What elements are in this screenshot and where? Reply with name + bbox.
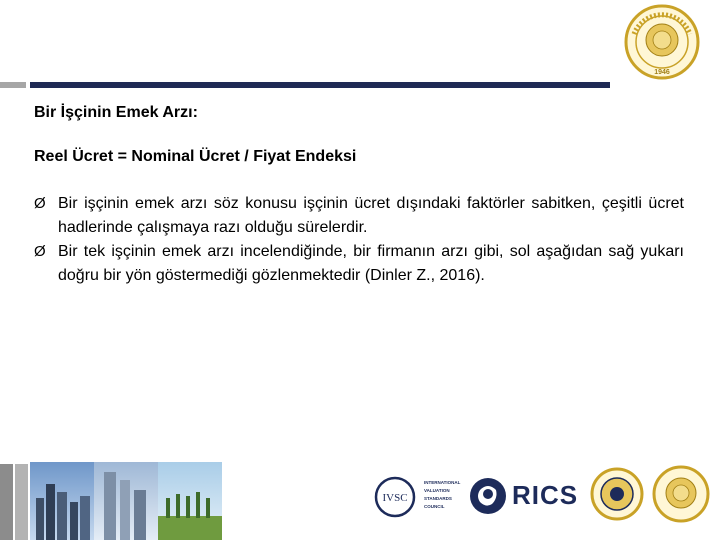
bullet-arrow-icon: Ø	[34, 243, 46, 260]
accent-bar-navy	[30, 82, 610, 88]
slide-content	[34, 104, 684, 288]
ivsc-abbr: IVSC	[382, 492, 408, 504]
rics-lion-icon	[468, 476, 508, 516]
bullet-list	[34, 192, 684, 288]
university-seal-icon	[624, 4, 700, 80]
bullet-text: Bir işçinin emek arzı söz konusu işçinin ücret dışındaki faktörler sabitken, çeşitli ücret hadlerinde çalışmaya razı olduğu sürelerdir.	[58, 195, 684, 236]
rics-wordmark: RICS	[512, 480, 579, 510]
bullet-arrow-icon: Ø	[34, 195, 46, 212]
city-photo-strip	[30, 462, 222, 540]
accent-bar-grey	[0, 82, 26, 88]
ivsc-logo-icon	[370, 476, 420, 518]
faculty-seal-icon	[590, 462, 644, 526]
university-seal-small-icon	[652, 462, 710, 526]
footer-accent-dark	[0, 464, 13, 540]
footer-accent-light	[15, 464, 28, 540]
list-item	[34, 192, 684, 240]
seal-year: 1946	[654, 69, 670, 76]
slide-heading: Bir İşçinin Emek Arzı:	[34, 104, 198, 121]
formula-line: Reel Ücret = Nominal Ücret / Fiyat Endeksi	[34, 148, 357, 165]
list-item	[34, 240, 684, 288]
bullet-text: Bir tek işçinin emek arzı incelendiğinde, bir firmanın arzı gibi, sol aşağıdan sağ yukarı doğru bir yön göstermediği gözlenmektedir (Dinler Z., 2016).	[58, 243, 684, 284]
ivsc-name: INTERNATIONAL VALUATION STANDARDS COUNCIL	[424, 480, 461, 509]
